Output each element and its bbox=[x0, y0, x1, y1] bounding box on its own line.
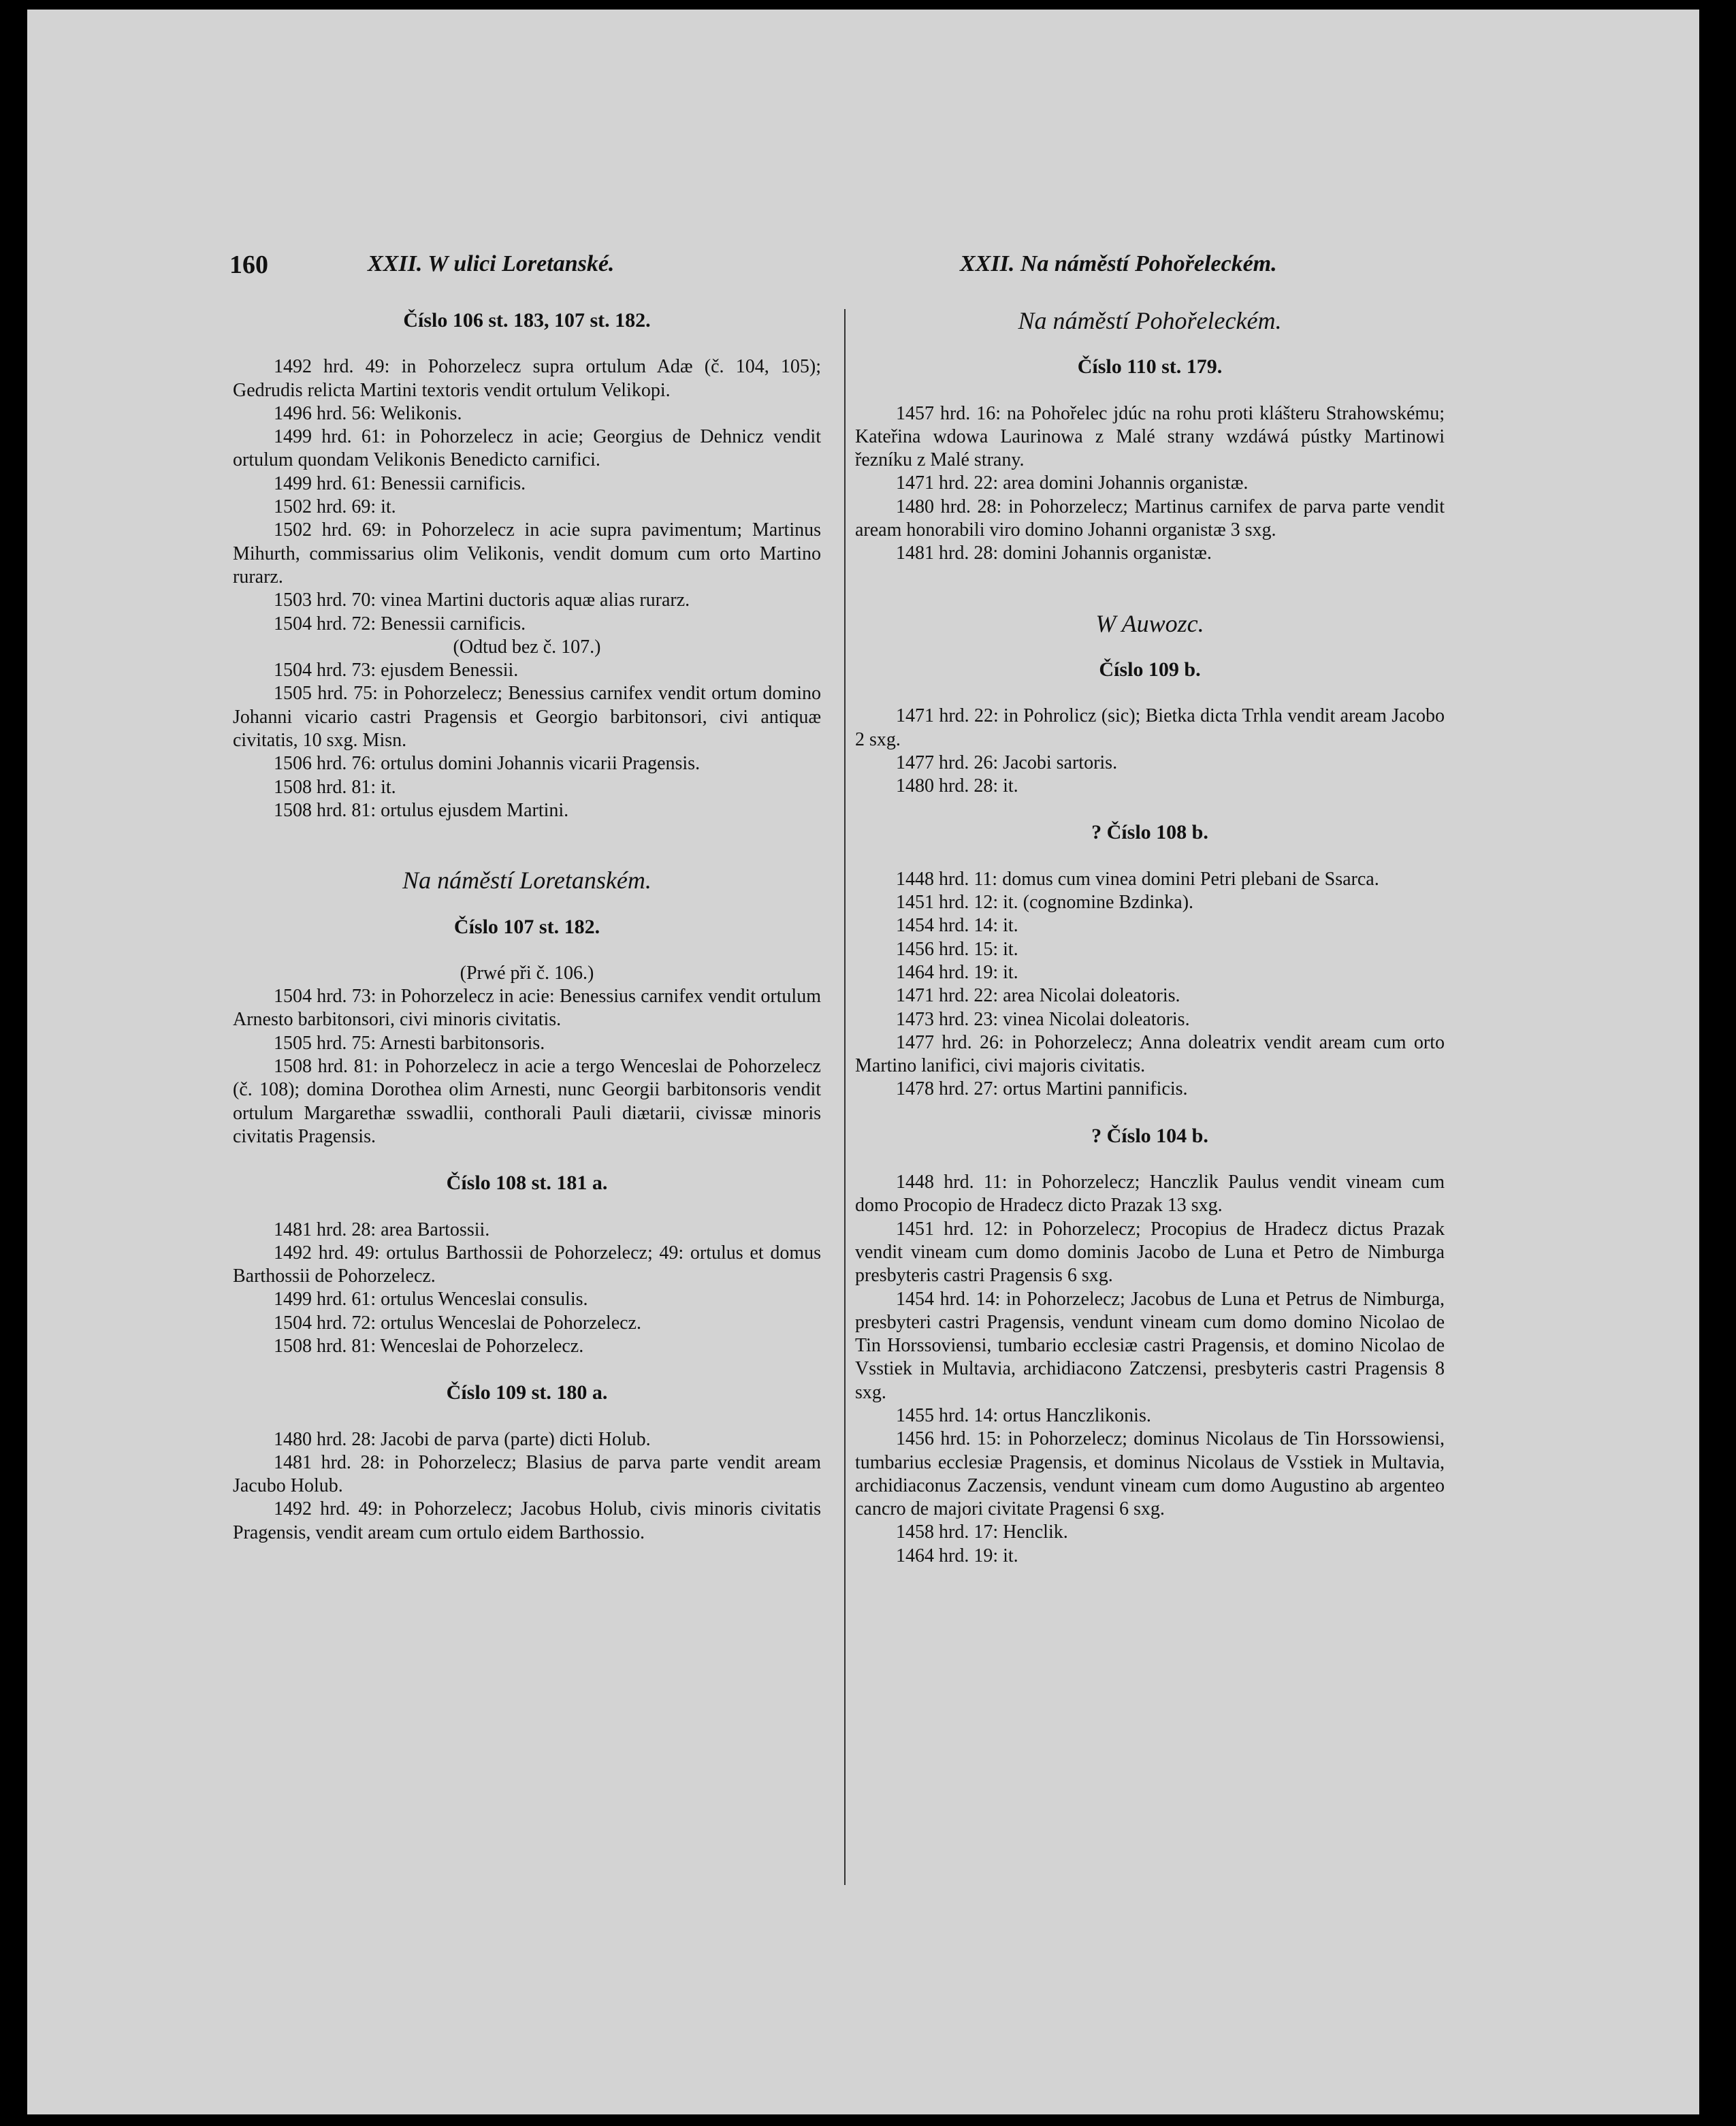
section-heading-107: Číslo 107 st. 182. bbox=[453, 915, 600, 938]
section-heading-106: Číslo 106 st. 183, 107 st. 182. bbox=[403, 309, 651, 332]
running-header bbox=[27, 250, 1699, 284]
entry: 1481 hrd. 28: in Pohorzelecz; Blasius de parva parte vendit aream Jacubo Holub. bbox=[233, 1451, 821, 1497]
entry: 1492 hrd. 49: ortulus Barthossii de Pohorzelecz; 49: ortulus et domus Barthossii de Pohorzelecz. bbox=[233, 1242, 821, 1287]
entry: 1504 hrd. 73: ejusdem Benessii. bbox=[274, 660, 519, 681]
entry: 1464 hrd. 19: it. bbox=[896, 1545, 1018, 1566]
entry: 1477 hrd. 26: in Pohorzelecz; Anna doleatrix vendit aream cum orto Martino lanifici, civi majoris civitatis. bbox=[855, 1031, 1445, 1077]
entry: 1508 hrd. 81: Wenceslai de Pohorzelecz. bbox=[274, 1335, 584, 1357]
right-column bbox=[855, 309, 1445, 1568]
note: (Prwé při č. 106.) bbox=[460, 962, 594, 984]
entry: 1506 hrd. 76: ortulus domini Johannis vicarii Pragensis. bbox=[274, 753, 701, 775]
entry: 1481 hrd. 28: domini Johannis organistæ. bbox=[896, 543, 1212, 564]
left-running-title: XXII. W ulici Loretanské. bbox=[368, 251, 615, 276]
entry: 1448 hrd. 11: domus cum vinea domini Petri plebani de Ssarca. bbox=[896, 868, 1379, 890]
page-number: 160 bbox=[229, 251, 268, 279]
entry: 1451 hrd. 12: in Pohorzelecz; Procopius de Hradecz dictus Prazak vendit vineam cum domo dominis Jacobo de Luna et Petro de Nimburga presbyteris castri Pragensis 6 sxg. bbox=[855, 1218, 1445, 1287]
entry: 1471 hrd. 22: in Pohrolicz (sic); Bietka dicta Trhla vendit aream Jacobo 2 sxg. bbox=[855, 705, 1445, 750]
entry: 1502 hrd. 69: it. bbox=[274, 496, 396, 518]
entry: 1505 hrd. 75: Arnesti barbitonsoris. bbox=[274, 1032, 545, 1054]
entry: 1492 hrd. 49: in Pohorzelecz; Jacobus Holub, civis minoris civitatis Pragensis, vendit aream cum ortulo eidem Barthossio. bbox=[233, 1498, 821, 1543]
entry: 1481 hrd. 28: area Bartossii. bbox=[274, 1219, 490, 1240]
entry: 1504 hrd. 72: ortulus Wenceslai de Pohorzelecz. bbox=[274, 1312, 641, 1334]
right-running-title: XXII. Na náměstí Pohořeleckém. bbox=[960, 251, 1277, 276]
entry: 1480 hrd. 28: in Pohorzelecz; Martinus carnifex de parva parte vendit aream honorabili viro domino Johanni organistæ 3 sxg. bbox=[855, 496, 1445, 541]
entry: 1448 hrd. 11: in Pohorzelecz; Hanczlik Paulus vendit vineam cum domo Procopio de Hradecz dicto Prazak 13 sxg. bbox=[855, 1172, 1445, 1217]
note: (Odtud bez č. 107.) bbox=[453, 636, 601, 658]
entries-107 bbox=[233, 985, 821, 1148]
entry: 1458 hrd. 17: Henclik. bbox=[896, 1521, 1068, 1543]
section-heading-109b: Číslo 109 b. bbox=[1099, 658, 1201, 681]
entries-106 bbox=[233, 355, 821, 822]
entry: 1502 hrd. 69: in Pohorzelecz in acie supra pavimentum; Martinus Mihurth, commissarius olim Velikonis, vendit domum cum orto Martino rurarz. bbox=[233, 519, 821, 587]
entry: 1508 hrd. 81: in Pohorzelecz in acie a tergo Wenceslai de Pohorzelecz (č. 108); domina Dorothea olim Arnesti, nunc Georgii barbitonsoris vendit ortulum Margarethæ sswadlii, conthorali Pauli diætarii, civissæ minoris civitatis Pragensis. bbox=[233, 1056, 821, 1147]
entry: 1464 hrd. 19: it. bbox=[896, 961, 1018, 983]
entry: 1456 hrd. 15: it. bbox=[896, 938, 1018, 960]
section-heading-109: Číslo 109 st. 180 a. bbox=[446, 1381, 608, 1404]
entry: 1499 hrd. 61: ortulus Wenceslai consulis. bbox=[274, 1289, 588, 1310]
column-divider bbox=[844, 309, 846, 1885]
entry: 1504 hrd. 73: in Pohorzelecz in acie: Benessius carnifex vendit ortulum Arnesto barbitonsori, civi minoris civitatis. bbox=[233, 986, 821, 1031]
entry: 1471 hrd. 22: area Nicolai doleatoris. bbox=[896, 985, 1180, 1007]
entry: 1454 hrd. 14: in Pohorzelecz; Jacobus de Luna et Petrus de Nimburga, presbyteri castri Pragensis, vendunt vineam cum domo domino Nicolao de Tin Horssoviensi, tumbario ecclesiæ castri Pragensis, et domino Nicolao de Vsstiek in Multavia, archidiacono Zatczensi, presbyteris castri Pragensis 8 sxg. bbox=[855, 1288, 1445, 1403]
subsection-title: Na náměstí Loretanském. bbox=[402, 867, 652, 895]
section-heading-110: Číslo 110 st. 179. bbox=[1077, 355, 1223, 379]
entry: 1477 hrd. 26: Jacobi sartoris. bbox=[896, 752, 1118, 773]
entry: 1451 hrd. 12: it. (cognomine Bzdinka). bbox=[896, 892, 1194, 914]
entry: 1503 hrd. 70: vinea Martini ductoris aquæ alias rurarz. bbox=[274, 590, 690, 611]
entries-109 bbox=[233, 1428, 821, 1545]
entry: 1455 hrd. 14: ortus Hanczlikonis. bbox=[896, 1404, 1151, 1426]
entry: 1454 hrd. 14: it. bbox=[896, 915, 1018, 937]
entry: 1480 hrd. 28: it. bbox=[896, 775, 1018, 797]
entry: 1457 hrd. 16: na Pohořelec jdúc na rohu proti klášteru Strahowskému; Kateřina wdowa Laurinowa z Malé strany wzdáwá pústky Martinowi řezníku z Malé strany. bbox=[855, 402, 1445, 471]
entries-110 bbox=[855, 402, 1445, 566]
entry: 1480 hrd. 28: Jacobi de parva (parte) dicti Holub. bbox=[274, 1428, 651, 1450]
section-heading-104b: ? Číslo 104 b. bbox=[1091, 1124, 1208, 1147]
entries-108b bbox=[855, 868, 1445, 1101]
entry: 1504 hrd. 72: Benessii carnificis. bbox=[274, 613, 526, 634]
entry: 1456 hrd. 15: in Pohorzelecz; dominus Nicolaus de Tin Horssowiensi, tumbarius ecclesiæ Pragensis, et dominus Nicolaus de Vsstiek in Multavia, archidiaconus Zaczensis, vendunt vineam cum domo Augustino ab argenteo cancro de majori civitate Pragensi 6 sxg. bbox=[855, 1428, 1445, 1520]
entries-109b bbox=[855, 705, 1445, 798]
left-column bbox=[233, 309, 821, 1545]
section-heading-108b: ? Číslo 108 b. bbox=[1091, 821, 1208, 844]
entry: 1508 hrd. 81: ortulus ejusdem Martini. bbox=[274, 799, 569, 821]
entry: 1496 hrd. 56: Welikonis. bbox=[274, 402, 462, 424]
entry: 1499 hrd. 61: Benessii carnificis. bbox=[274, 472, 526, 494]
subsection-title: W Auwozc. bbox=[1095, 609, 1204, 637]
entry: 1505 hrd. 75: in Pohorzelecz; Benessius carnifex vendit ortum domino Johanni vicario castri Pragensis et Georgio barbitonsori, civi antiquæ civitatis, 10 sxg. Misn. bbox=[233, 683, 821, 752]
section-heading-108: Číslo 108 st. 181 a. bbox=[446, 1172, 608, 1195]
entry: 1473 hrd. 23: vinea Nicolai doleatoris. bbox=[896, 1008, 1190, 1030]
entry: 1508 hrd. 81: it. bbox=[274, 776, 396, 798]
entry: 1471 hrd. 22: area domini Johannis organistæ. bbox=[896, 472, 1249, 494]
entry: 1478 hrd. 27: ortus Martini pannificis. bbox=[896, 1078, 1188, 1100]
entry: 1492 hrd. 49: in Pohorzelecz supra ortulum Adæ (č. 104, 105); Gedrudis relicta Martini textoris vendit ortulum Velikopi. bbox=[233, 356, 821, 401]
entry: 1499 hrd. 61: in Pohorzelecz in acie; Georgius de Dehnicz vendit ortulum quondam Velikonis Benedicto carnifici. bbox=[233, 426, 821, 471]
subsection-title: Na náměstí Pohořeleckém. bbox=[1018, 307, 1282, 334]
entries-108 bbox=[233, 1219, 821, 1359]
entries-104b bbox=[855, 1171, 1445, 1568]
document-page bbox=[27, 10, 1699, 2114]
